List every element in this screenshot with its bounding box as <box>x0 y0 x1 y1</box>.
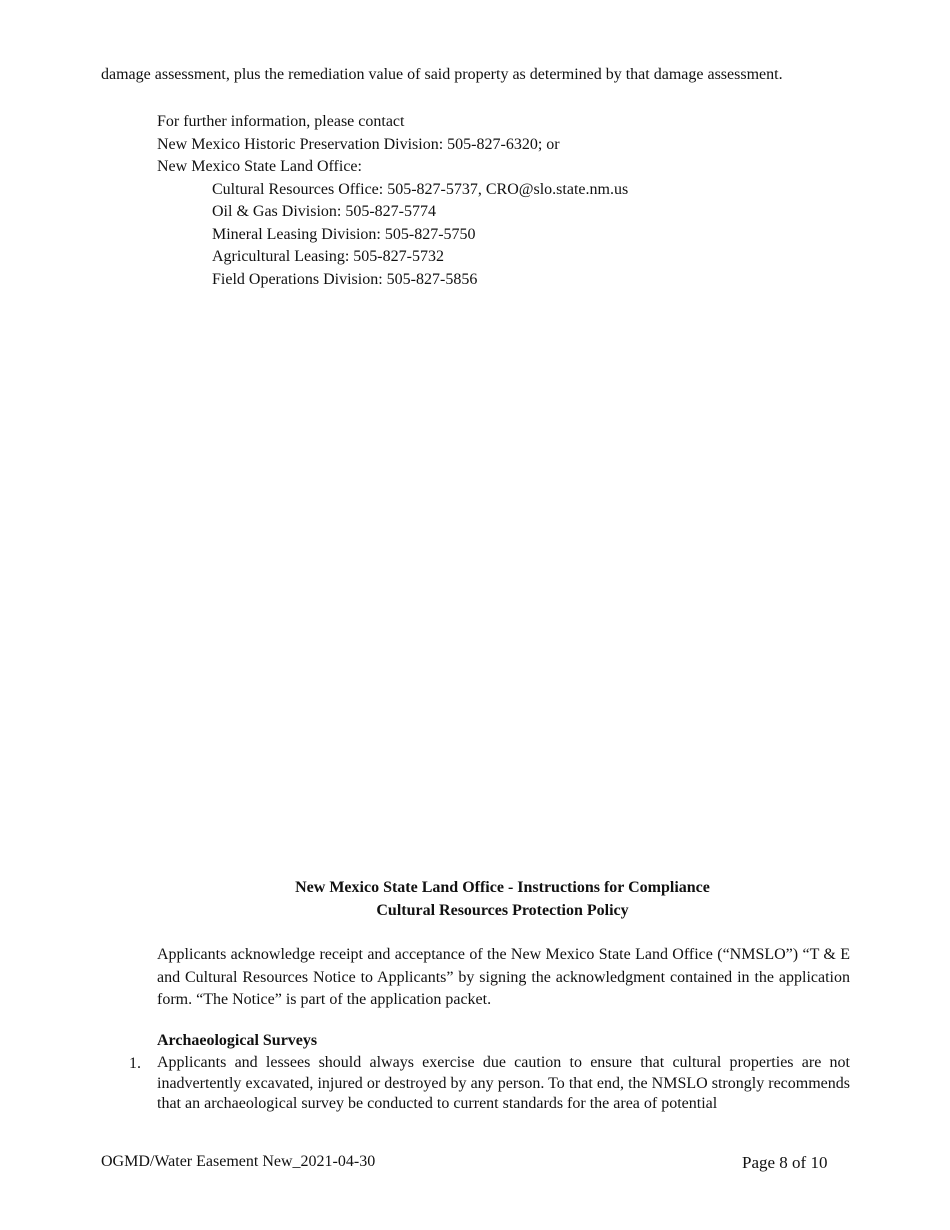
contact-item: Cultural Resources Office: 505-827-5737, CRO@slo.state.nm.us <box>212 180 629 198</box>
contact-item: Field Operations Division: 505-827-5856 <box>212 270 478 288</box>
intro-paragraph: Applicants acknowledge receipt and acceptance of the New Mexico State Land Office (“NMSLO”) “T & E and Cultural Resources Notice to Applicants” by signing the acknowledgment contained in the application form. “The Notice” is part of the application packet. <box>157 946 850 1008</box>
list-item-text: Applicants and lessees should always exercise due caution to ensure that cultural properties are not inadvertently excavated, injured or destroyed by any person. To that end, the NMSLO strongly recommends that an archaeological survey be conducted to current standards for the area of potential <box>157 1054 850 1112</box>
section-title-line2: Cultural Resources Protection Policy <box>376 901 629 919</box>
contact-intro: For further information, please contact <box>157 113 405 130</box>
footer-doc-id: OGMD/Water Easement New_2021-04-30 <box>101 1153 376 1170</box>
contact-item: Mineral Leasing Division: 505-827-5750 <box>212 225 476 243</box>
footer-page-number: Page 8 of 10 <box>742 1153 828 1172</box>
contact-slo: New Mexico State Land Office: <box>157 158 362 175</box>
contact-item: Oil & Gas Division: 505-827-5774 <box>212 203 436 220</box>
section-title-line1: New Mexico State Land Office - Instructions for Compliance <box>295 879 710 896</box>
contact-hpd: New Mexico Historic Preservation Division: 505-827-6320; or <box>157 135 560 153</box>
continuation-text: damage assessment, plus the remediation value of said property as determined by that damage assessment. <box>101 66 783 83</box>
list-item-number: 1. <box>129 1055 141 1072</box>
subheading-archaeological-surveys: Archaeological Surveys <box>157 1032 318 1049</box>
contact-item: Agricultural Leasing: 505-827-5732 <box>212 248 444 265</box>
